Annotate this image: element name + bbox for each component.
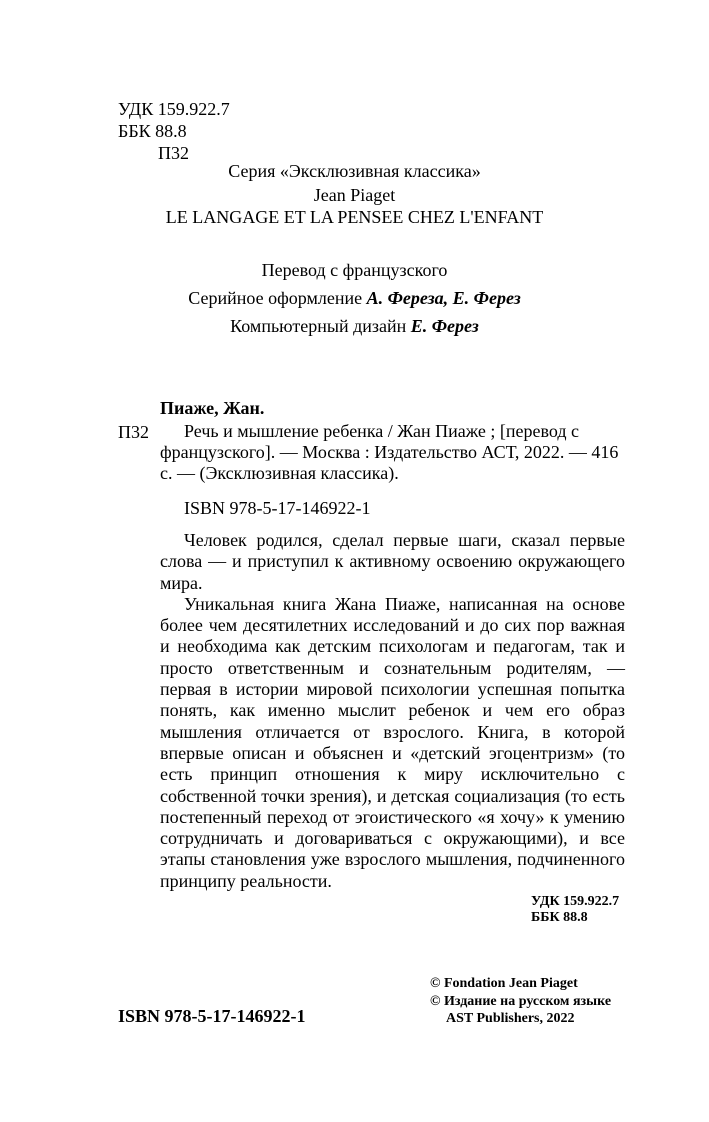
author-sign-code: П32	[158, 143, 189, 163]
bib-isbn: ISBN 978-5-17-146922-1	[184, 498, 371, 518]
footer-isbn: ISBN 978-5-17-146922-1	[118, 1006, 306, 1026]
original-title: LE LANGAGE ET LA PENSEE CHEZ L'ENFANT	[165, 207, 544, 227]
computer-design-name: Е. Ферез	[410, 316, 479, 336]
computer-design-credit	[0, 315, 709, 337]
series-design-names: А. Фереза, Е. Ферез	[366, 288, 521, 308]
series-title: Серия «Эксклюзивная классика»	[228, 161, 481, 181]
footer-bbk: ББК 88.8	[531, 910, 588, 925]
copyright-line-3: AST Publishers, 2022	[446, 1011, 575, 1026]
bib-description-text: Речь и мышление ребенка / Жан Пиаже ; [перевод с французского]. — Москва : Издательство АСТ, 2022. — 416 с. — (Эксклюзивная классика).	[160, 421, 619, 483]
copyright-line-1: © Fondation Jean Piaget	[430, 976, 578, 991]
footer-udk: УДК 159.922.7	[531, 894, 620, 909]
bib-code: П32	[118, 422, 149, 442]
udk-code: УДК 159.922.7	[118, 99, 230, 119]
annotation	[160, 530, 625, 892]
bbk-code: ББК 88.8	[118, 121, 187, 141]
bib-description	[160, 421, 625, 484]
computer-design-label: Компьютерный дизайн	[230, 316, 411, 336]
copyright-line-2: © Издание на русском языке	[430, 994, 612, 1009]
annotation-paragraph-2: Уникальная книга Жана Пиаже, написанная на основе более чем десятилетних исследований и до сих пор важная и необходима как детским психологам и педагогам, так и просто ответственным и сознательным родителям, — первая в истории мировой психологии успешная попытка понять, как именно мыслит ребенок и чем его образ мышления отличается от взрослого. Книга, в которой впервые описан и объяснен и «детский эгоцентризм» (то есть принцип отношения к миру исключительно с собственной точки зрения), и детская социализация (то есть постепенный переход от эгоистического «я хочу» к умению сотрудничать и договариваться с окружающими), и все этапы становления уже взрослого мышления, подчиненного принципу реальности.	[160, 593, 625, 891]
series-design-credit	[0, 287, 709, 309]
series-design-label: Серийное оформление	[188, 288, 367, 308]
translation-note: Перевод с французского	[261, 260, 448, 280]
original-author: Jean Piaget	[313, 185, 396, 205]
author-heading: Пиаже, Жан.	[160, 398, 265, 418]
annotation-paragraph-1: Человек родился, сделал первые шаги, сказал первые слова — и приступил к активному освоению окружающего мира.	[160, 530, 625, 593]
